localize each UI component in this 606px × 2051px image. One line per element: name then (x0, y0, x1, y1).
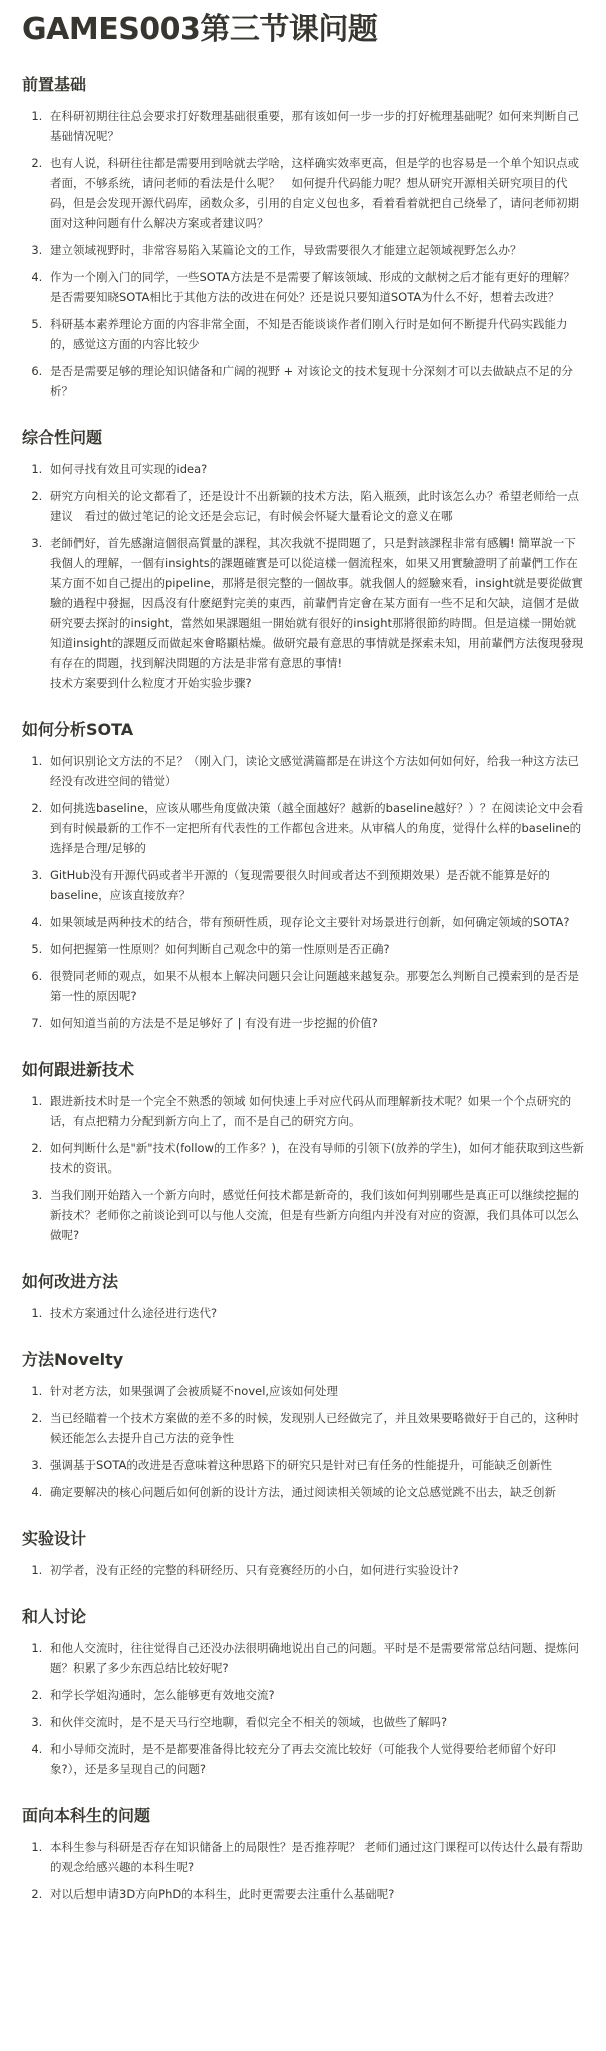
section (22, 74, 584, 401)
section (22, 1349, 584, 1502)
question-item: 1. 和他人交流时，往往觉得自己还没办法很明确地说出自己的问题。平时是不是需要常常总结问题、提炼问题？积累了多少东西总结比较好呢? (46, 1638, 584, 1678)
question-item: 1. 如何识别论文方法的不足？（刚入门，读论文感觉满篇都是在讲这个方法如何如何好，给我一种这方法已经没有改进空间的错觉） (46, 751, 584, 791)
section (22, 1606, 584, 1779)
question-item: 2. 如何判断什么是"新"技术(follow的工作多？)，在没有导师的引领下(放养的学生)，如何才能获取到这些新技术的资讯。 (46, 1138, 584, 1178)
question-item: 1. 针对老方法，如果强调了会被质疑不novel,应该如何处理 (46, 1381, 584, 1401)
question-item: 6. 是否是需要足够的理论知识储备和广阔的视野 + 对该论文的技术复现十分深刻才可以去做缺点不足的分析？ (46, 361, 584, 401)
section-heading: 和人讨论 (22, 1607, 87, 1626)
question-item: 2. 和学长学姐沟通时，怎么能够更有效地交流? (46, 1685, 584, 1705)
question-item: 2. 当已经瞄着一个技术方案做的差不多的时候，发现别人已经做完了，并且效果要略微好于自己的，这种时候还能怎么去提升自己方法的竞争性 (46, 1408, 584, 1448)
section (22, 1528, 584, 1580)
question-item: 2. 也有人说，科研往往都是需要用到啥就去学啥，这样确实效率更高，但是学的也容易是一个单个知识点或者面，不够系统，请问老师的看法是什么呢？ 如何提升代码能力呢？想从研究开源相关研究项目的代码，但是会发现开源代码库，函数众多，引用的自定义包也多，看着看着就把自己绕晕了，请问老师初期面对这种问题有什么解决方案或者建议吗？ (46, 153, 584, 233)
question-list (22, 106, 584, 401)
question-item: 3. 和伙伴交流时，是不是天马行空地聊，看似完全不相关的领域，也做些了解吗? (46, 1712, 584, 1732)
section-heading: 如何跟进新技术 (22, 1060, 135, 1079)
question-item: 3. GitHub没有开源代码或者半开源的（复现需要很久时间或者达不到预期效果）是否就不能算是好的baseline，应该直接放弃？ (46, 865, 584, 905)
question-item: 3. 建立领域视野时，非常容易陷入某篇论文的工作，导致需要很久才能建立起领域视野怎么办？ (46, 240, 584, 260)
question-item: 1. 在科研初期往往总会要求打好数理基础很重要，那有该如何一步一步的打好梳理基础呢？如何来判断自己基础情况呢？ (46, 106, 584, 146)
sections-container (22, 74, 584, 1904)
question-list (22, 1303, 584, 1323)
question-list (22, 459, 584, 693)
question-item: 5. 科研基本素养理论方面的内容非常全面，不知是否能谈谈作者们刚入行时是如何不断提升代码实践能力的，感觉这方面的内容比较少 (46, 314, 584, 354)
question-item: 1. 如何寻找有效且可实现的idea? (46, 459, 584, 479)
question-item: 2. 如何挑选baseline，应该从哪些角度做决策（越全面越好？越新的baseline越好？）？在阅读论文中会看到有时候最新的工作不一定把所有代表性的工作都包含进来。从审稿人的角度，觉得什么样的baseline的选择是合理/足够的 (46, 798, 584, 858)
question-item: 3. 强调基于SOTA的改进是否意味着这种思路下的研究只是针对已有任务的性能提升，可能缺乏创新性 (46, 1455, 584, 1475)
section-heading: 如何改进方法 (22, 1272, 119, 1291)
section-heading: 方法Novelty (22, 1350, 124, 1369)
section (22, 719, 584, 1033)
question-item: 7. 如何知道当前的方法是不是足够好了 | 有没有进一步挖掘的价值? (46, 1013, 584, 1033)
question-item: 1. 技术方案通过什么途径进行迭代? (46, 1303, 584, 1323)
section-heading: 实验设计 (22, 1529, 87, 1548)
question-list (22, 751, 584, 1033)
question-item: 5. 如何把握第一性原则？如何判断自己观念中的第一性原则是否正确? (46, 939, 584, 959)
question-list (22, 1091, 584, 1245)
question-item: 4. 如果领域是两种技术的结合，带有预研性质，现存论文主要针对场景进行创新，如何确定领域的SOTA? (46, 912, 584, 932)
section-heading: 如何分析SOTA (22, 720, 134, 739)
question-item: 4. 确定要解决的核心问题后如何创新的设计方法，通过阅读相关领域的论文总感觉跳不出去，缺乏创新 (46, 1482, 584, 1502)
section (22, 1805, 584, 1904)
question-item: 1. 本科生参与科研是否存在知识储备上的局限性？是否推荐呢？ 老师们通过这门课程可以传达什么最有帮助的观念给感兴趣的本科生呢? (46, 1837, 584, 1877)
question-item: 3. 老師們好，首先感謝這個很高質量的課程，其次我就不提問題了，只是對該課程非常有感觸! 簡單說一下我個人的理解，一個有insights的課題確實是可以從這樣一個流程來，如果又用實驗證明了前輩們工作在某方面不如自己提出的pipeline，那將是很完整的一個故事。就我個人的經驗來看，insight就是要從做實驗的過程中發掘，因爲沒有什麽絕對完美的東西，前輩們肯定會在某方面有一些不足和欠缺，這個才是做研究要去探討的insight，當然如果課題組一開始就有很好的insight那將很節約時間。但是這樣一開始就知道insight的課題反而做起來會略顯枯燥。做研究最有意思的事情就是探索未知，用前輩們方法復現發現有存在的問題，找到解決問題的方法是非常有意思的事情! 技术方案要到什么粒度才开始实验步骤? (46, 533, 584, 693)
question-item: 2. 研究方向相关的论文都看了，还是设计不出新颖的技术方法，陷入瓶颈，此时该怎么办？希望老师给一点建议 看过的做过笔记的论文还是会忘记，有时候会怀疑大量看论文的意义在哪 (46, 486, 584, 526)
section-heading: 面向本科生的问题 (22, 1806, 151, 1825)
section-heading: 前置基础 (22, 75, 87, 94)
page-title: GAMES003第三节课问题 (22, 12, 378, 47)
question-item: 1. 跟进新技术时是一个完全不熟悉的领域 如何快速上手对应代码从而理解新技术呢？如果一个个点研究的话，有点把精力分配到新方向上了，而不是自己的研究方向。 (46, 1091, 584, 1131)
question-list (22, 1638, 584, 1779)
section (22, 427, 584, 693)
section-heading: 综合性问题 (22, 428, 103, 447)
question-list (22, 1381, 584, 1502)
question-item: 6. 很赞同老师的观点，如果不从根本上解决问题只会让问题越来越复杂。那要怎么判断自己摸索到的是否是第一性的原因呢? (46, 966, 584, 1006)
question-item: 3. 当我们刚开始踏入一个新方向时，感觉任何技术都是新奇的，我们该如何判别哪些是真正可以继续挖掘的新技术？老师你之前谈论到可以与他人交流，但是有些新方向组内并没有对应的资源，我们具体可以怎么做呢? (46, 1185, 584, 1245)
question-item: 4. 和小导师交流时，是不是都要准备得比较充分了再去交流比较好（可能我个人觉得要给老师留个好印象?），还是多呈现自己的问题? (46, 1739, 584, 1779)
section (22, 1271, 584, 1323)
question-list (22, 1837, 584, 1904)
question-item: 1. 初学者，没有正经的完整的科研经历、只有竞赛经历的小白，如何进行实验设计? (46, 1560, 584, 1580)
question-list (22, 1560, 584, 1580)
question-item: 4. 作为一个刚入门的同学，一些SOTA方法是不是需要了解该领域、形成的文献树之后才能有更好的理解？是否需要知晓SOTA相比于其他方法的改进在何处？还是说只要知道SOTA为什么不好，想着去改进？ (46, 267, 584, 307)
question-item: 2. 对以后想申请3D方向PhD的本科生，此时更需要去注重什么基础呢? (46, 1884, 584, 1904)
section (22, 1059, 584, 1245)
